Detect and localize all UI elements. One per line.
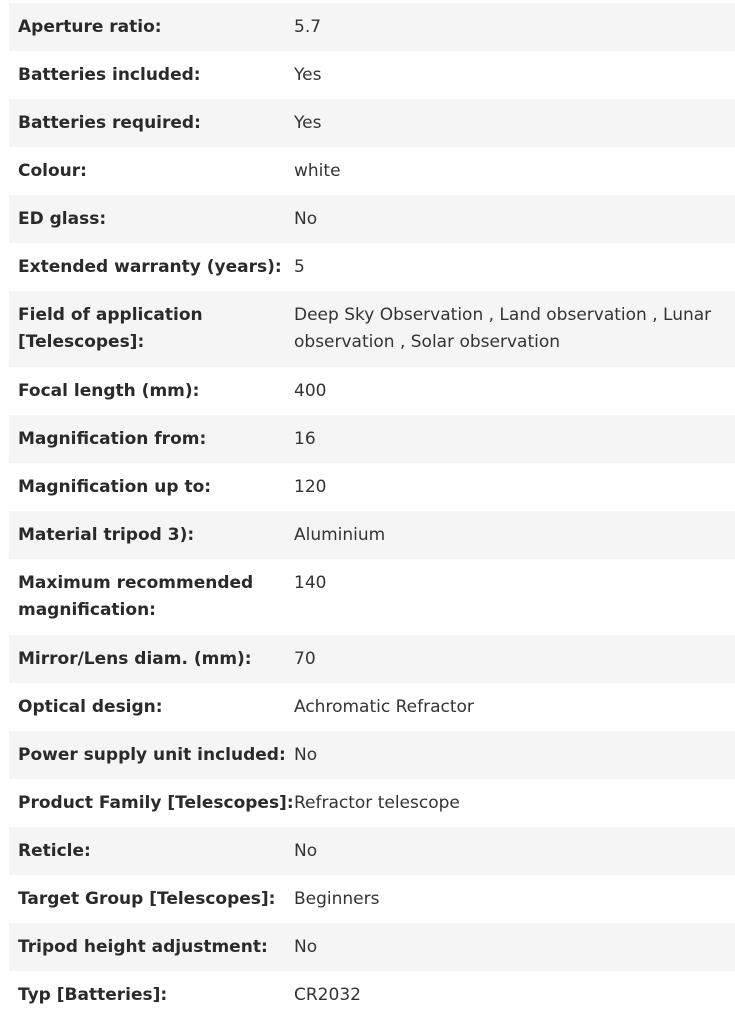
- spec-row-aperture-ratio: [9, 3, 735, 51]
- spec-value: 5.7: [294, 17, 322, 37]
- spec-row-target-group: [9, 875, 735, 923]
- spec-label: Mirror/Lens diam. (mm):: [18, 649, 252, 669]
- spec-row-mirror-lens-diameter: [9, 635, 735, 683]
- spec-value: Refractor telescope: [294, 793, 460, 813]
- spec-value: No: [294, 937, 318, 957]
- spec-value: No: [294, 745, 318, 765]
- spec-label: ED glass:: [18, 209, 107, 229]
- spec-label: Power supply unit included:: [18, 745, 286, 765]
- spec-row-power-supply-unit: [9, 731, 735, 779]
- spec-label: Magnification from:: [18, 429, 207, 449]
- spec-label: Colour:: [18, 161, 87, 181]
- spec-value: white: [294, 161, 341, 181]
- spec-value: No: [294, 841, 318, 861]
- spec-label: Reticle:: [18, 841, 91, 861]
- spec-value: Beginners: [294, 889, 380, 909]
- spec-value: 16: [294, 429, 316, 449]
- spec-value: 140: [294, 573, 327, 593]
- spec-label: Aperture ratio:: [18, 17, 162, 37]
- spec-row-battery-type: [9, 971, 735, 1019]
- spec-row-reticle: [9, 827, 735, 875]
- spec-value: 400: [294, 381, 327, 401]
- spec-row-colour: [9, 147, 735, 195]
- spec-label: Tripod height adjustment:: [18, 937, 268, 957]
- spec-value: Yes: [294, 65, 322, 85]
- spec-label: Product Family [Telescopes]:: [18, 793, 294, 813]
- spec-row-magnification-up-to: [9, 463, 735, 511]
- spec-row-extended-warranty: [9, 243, 735, 291]
- spec-value: CR2032: [294, 985, 361, 1005]
- spec-value: No: [294, 209, 318, 229]
- spec-label: Batteries required:: [18, 113, 201, 133]
- spec-label: Target Group [Telescopes]:: [18, 889, 276, 909]
- spec-value: Achromatic Refractor: [294, 697, 474, 717]
- spec-table: [9, 3, 735, 1019]
- spec-value: 120: [294, 477, 327, 497]
- spec-row-batteries-required: [9, 99, 735, 147]
- spec-value: Deep Sky Observation , Land observation , Lunar observation , Solar observation: [294, 305, 712, 352]
- spec-row-tripod-height-adjustment: [9, 923, 735, 971]
- spec-row-material-tripod: [9, 511, 735, 559]
- spec-label: Typ [Batteries]:: [18, 985, 168, 1005]
- spec-value: Yes: [294, 113, 322, 133]
- spec-row-magnification-from: [9, 415, 735, 463]
- spec-value: 70: [294, 649, 316, 669]
- spec-label: Extended warranty (years):: [18, 257, 282, 277]
- spec-row-field-of-application: [9, 291, 735, 367]
- spec-row-max-recommended-magnification: [9, 559, 735, 635]
- spec-value: 5: [294, 257, 305, 277]
- spec-label: Maximum recommended magnification:: [18, 573, 254, 620]
- spec-row-product-family: [9, 779, 735, 827]
- spec-label: Material tripod 3):: [18, 525, 195, 545]
- spec-row-ed-glass: [9, 195, 735, 243]
- spec-label: Focal length (mm):: [18, 381, 200, 401]
- spec-label: Field of application [Telescopes]:: [18, 305, 203, 352]
- spec-row-focal-length: [9, 367, 735, 415]
- spec-row-optical-design: [9, 683, 735, 731]
- spec-row-batteries-included: [9, 51, 735, 99]
- spec-label: Batteries included:: [18, 65, 201, 85]
- spec-label: Optical design:: [18, 697, 163, 717]
- spec-value: Aluminium: [294, 525, 386, 545]
- spec-label: Magnification up to:: [18, 477, 212, 497]
